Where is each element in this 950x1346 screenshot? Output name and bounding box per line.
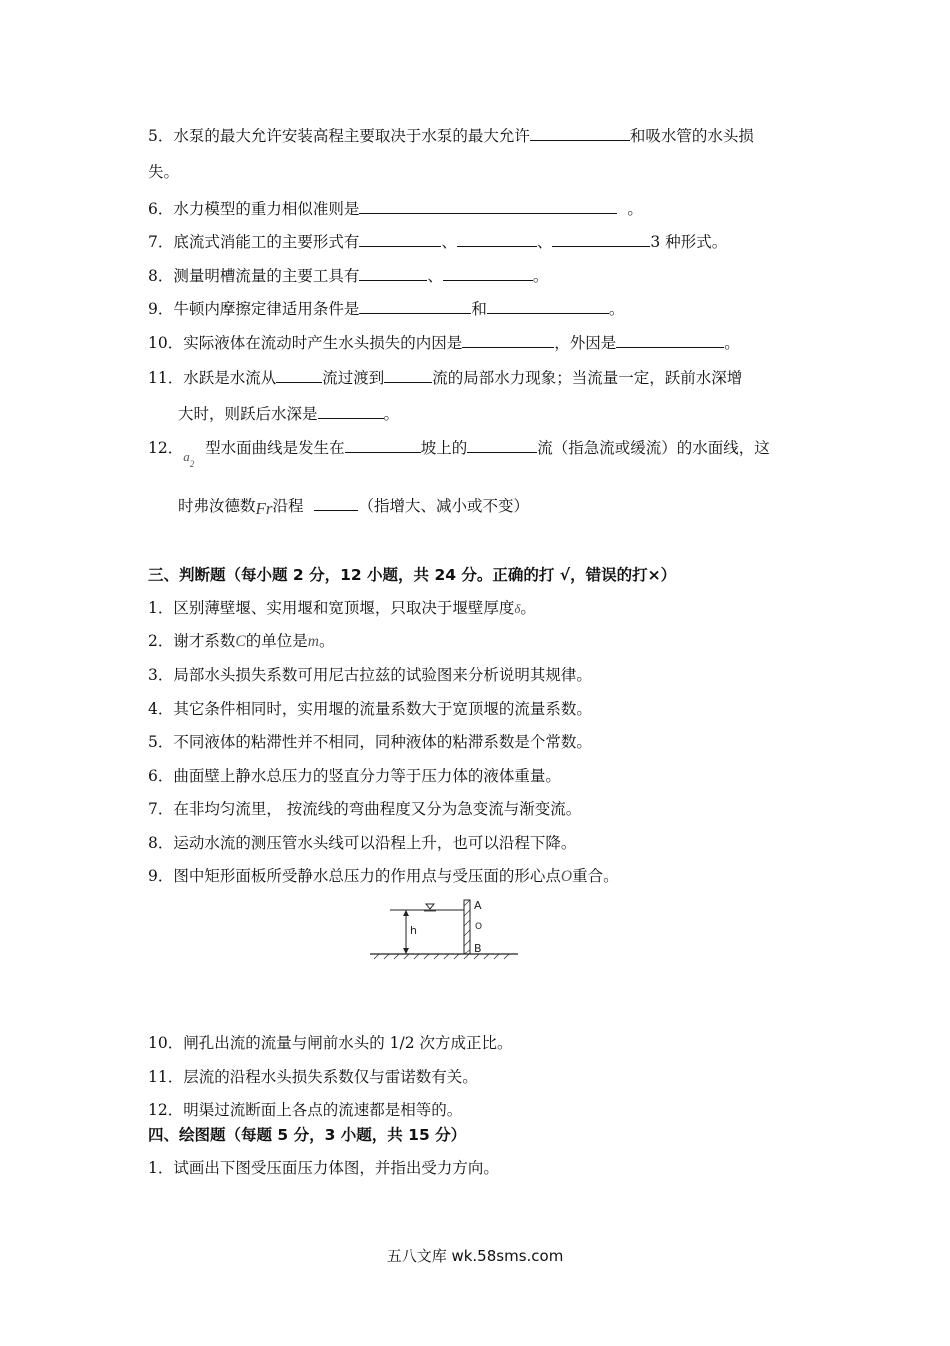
- q12-blank-3[interactable]: [314, 494, 358, 511]
- q12-blank-1[interactable]: [345, 436, 421, 453]
- q8-sep: 、: [427, 267, 443, 285]
- q11-blank-2[interactable]: [384, 366, 432, 383]
- q11-blank-1[interactable]: [276, 366, 322, 383]
- question-10: [148, 331, 740, 354]
- q5-text-end: 和吸水管的水头损: [629, 127, 754, 145]
- q12-rest: 流（指急流或缓流）的水面线，这: [537, 439, 770, 457]
- question-9: [148, 297, 624, 320]
- section-draw-heading: 四、绘图题（每题 5 分，3 小题，共 15 分）: [148, 1126, 467, 1144]
- q9-and: 和: [471, 300, 487, 318]
- judge-5: 5．不同液体的粘滞性并不相同，同种液体的粘滞系数是个常数。: [148, 733, 592, 751]
- question-6: [148, 197, 643, 220]
- draw-1: 1．试画出下图受压面压力体图，并指出受力方向。: [148, 1159, 499, 1177]
- q11-end: 。: [383, 405, 400, 423]
- q7-blank-3[interactable]: [552, 230, 650, 247]
- q12-end: （指增大、减小或不变）: [358, 497, 529, 515]
- water-surface-icon: [426, 904, 434, 909]
- q6-text: 6．水力模型的重力相似准则是: [148, 200, 360, 218]
- question-5-cont: 失。: [148, 163, 180, 181]
- q7-end: 3 种形式。: [650, 233, 728, 251]
- footer-watermark: 五八文库 wk.58sms.com: [386, 1247, 564, 1265]
- q10-end: 。: [724, 334, 740, 352]
- q10-mid: ，外因是: [554, 334, 617, 352]
- q9-text: 9．牛顿内摩擦定律适用条件是: [148, 300, 360, 318]
- q8-blank-2[interactable]: [443, 264, 533, 281]
- plate-figure: [368, 896, 528, 966]
- judge-9: 9．图中矩形面板所受静水总压力的作用点与受压面的形心点O重合。: [148, 867, 619, 885]
- centroid-symbol: O: [560, 868, 573, 885]
- q6-blank[interactable]: [359, 197, 617, 214]
- judge-4: 4．其它条件相同时，实用堰的流量系数大于宽顶堰的流量系数。: [148, 700, 592, 718]
- question-11: [148, 366, 742, 389]
- q7-blank-1[interactable]: [359, 230, 441, 247]
- q9-blank-1[interactable]: [359, 297, 471, 314]
- fig-label-b: B: [474, 942, 482, 955]
- judge-8: 8．运动水流的测压管水头线可以沿程上升，也可以沿程下降。: [148, 834, 577, 852]
- fig-label-h: h: [410, 924, 417, 937]
- q11-rest: 流的局部水力现象；当流量一定，跃前水深增: [432, 369, 743, 387]
- q12-text-2: 时弗汝德数: [178, 497, 256, 515]
- q11-blank-3[interactable]: [318, 402, 384, 419]
- judge-6: 6．曲面壁上静水总压力的竖直分力等于压力体的液体重量。: [148, 767, 561, 785]
- q8-end: 。: [532, 267, 549, 285]
- q9-end: 。: [608, 300, 625, 318]
- q10-blank-2[interactable]: [616, 331, 724, 348]
- plate: [464, 900, 470, 954]
- q12-mid: 坡上的: [420, 439, 468, 457]
- chezy-symbol: C: [235, 633, 246, 650]
- q7-sep-2: 、: [536, 233, 553, 251]
- fig-label-a: A: [474, 899, 482, 912]
- question-12: [148, 436, 770, 475]
- q10-text: 10．实际液体在流动时产生水头损失的内因是: [148, 334, 463, 352]
- q10-blank-1[interactable]: [462, 331, 554, 348]
- q7-sep-1: 、: [441, 233, 457, 251]
- judge-2: 2．谢才系数C的单位是m。: [148, 632, 335, 650]
- q12-text: 型水面曲线是发生在: [205, 439, 345, 457]
- judge-3: 3．局部水头损失系数可用尼古拉兹的试验图来分析说明其规律。: [148, 666, 592, 684]
- section-judge-heading: 三、判断题（每小题 2 分，12 小题，共 24 分。正确的打 √，错误的打×）: [148, 566, 677, 584]
- unit-symbol: m: [307, 633, 319, 650]
- q12-number: 12．: [148, 439, 184, 457]
- q5-blank[interactable]: [530, 124, 630, 141]
- q12-blank-2[interactable]: [467, 436, 537, 453]
- judge-12: 12．明渠过流断面上各点的流速都是相等的。: [148, 1101, 463, 1119]
- judge-10: 10．闸孔出流的流量与闸前水头的 1/2 次方成正比。: [148, 1034, 513, 1052]
- q11-text-2: 大时，则跃后水深是: [178, 405, 318, 423]
- judge-11: 11．层流的沿程水头损失系数仅与雷诺数有关。: [148, 1068, 478, 1086]
- q7-text: 7．底流式消能工的主要形式有: [148, 233, 360, 251]
- q5-text: 5．水泵的最大允许安装高程主要取决于水泵的最大允许: [148, 127, 530, 145]
- q12-symbol: a2: [183, 449, 195, 469]
- judge-7: 7．在非均匀流里， 按流线的弯曲程度又分为急变流与渐变流。: [148, 800, 582, 818]
- q7-blank-2[interactable]: [457, 230, 537, 247]
- q11-text: 11．水跃是水流从: [148, 369, 277, 387]
- delta-symbol: δ: [514, 601, 521, 616]
- q9-blank-2[interactable]: [487, 297, 609, 314]
- question-12-cont: [178, 494, 529, 520]
- q8-text: 8．测量明槽流量的主要工具有: [148, 267, 360, 285]
- q6-end: 。: [627, 200, 643, 218]
- froude-symbol: Fr: [255, 499, 273, 518]
- fig-label-o: O: [475, 922, 483, 932]
- question-7: [148, 230, 727, 253]
- q8-blank-1[interactable]: [359, 264, 427, 281]
- q11-mid: 流过渡到: [322, 369, 385, 387]
- question-5: [148, 124, 754, 147]
- q12-text-3: 沿程: [272, 497, 304, 515]
- question-8: [148, 264, 548, 287]
- question-11-cont: [178, 402, 399, 425]
- judge-1: 1．区别薄壁堰、实用堰和宽顶堰，只取决于堰壁厚度δ。: [148, 599, 536, 617]
